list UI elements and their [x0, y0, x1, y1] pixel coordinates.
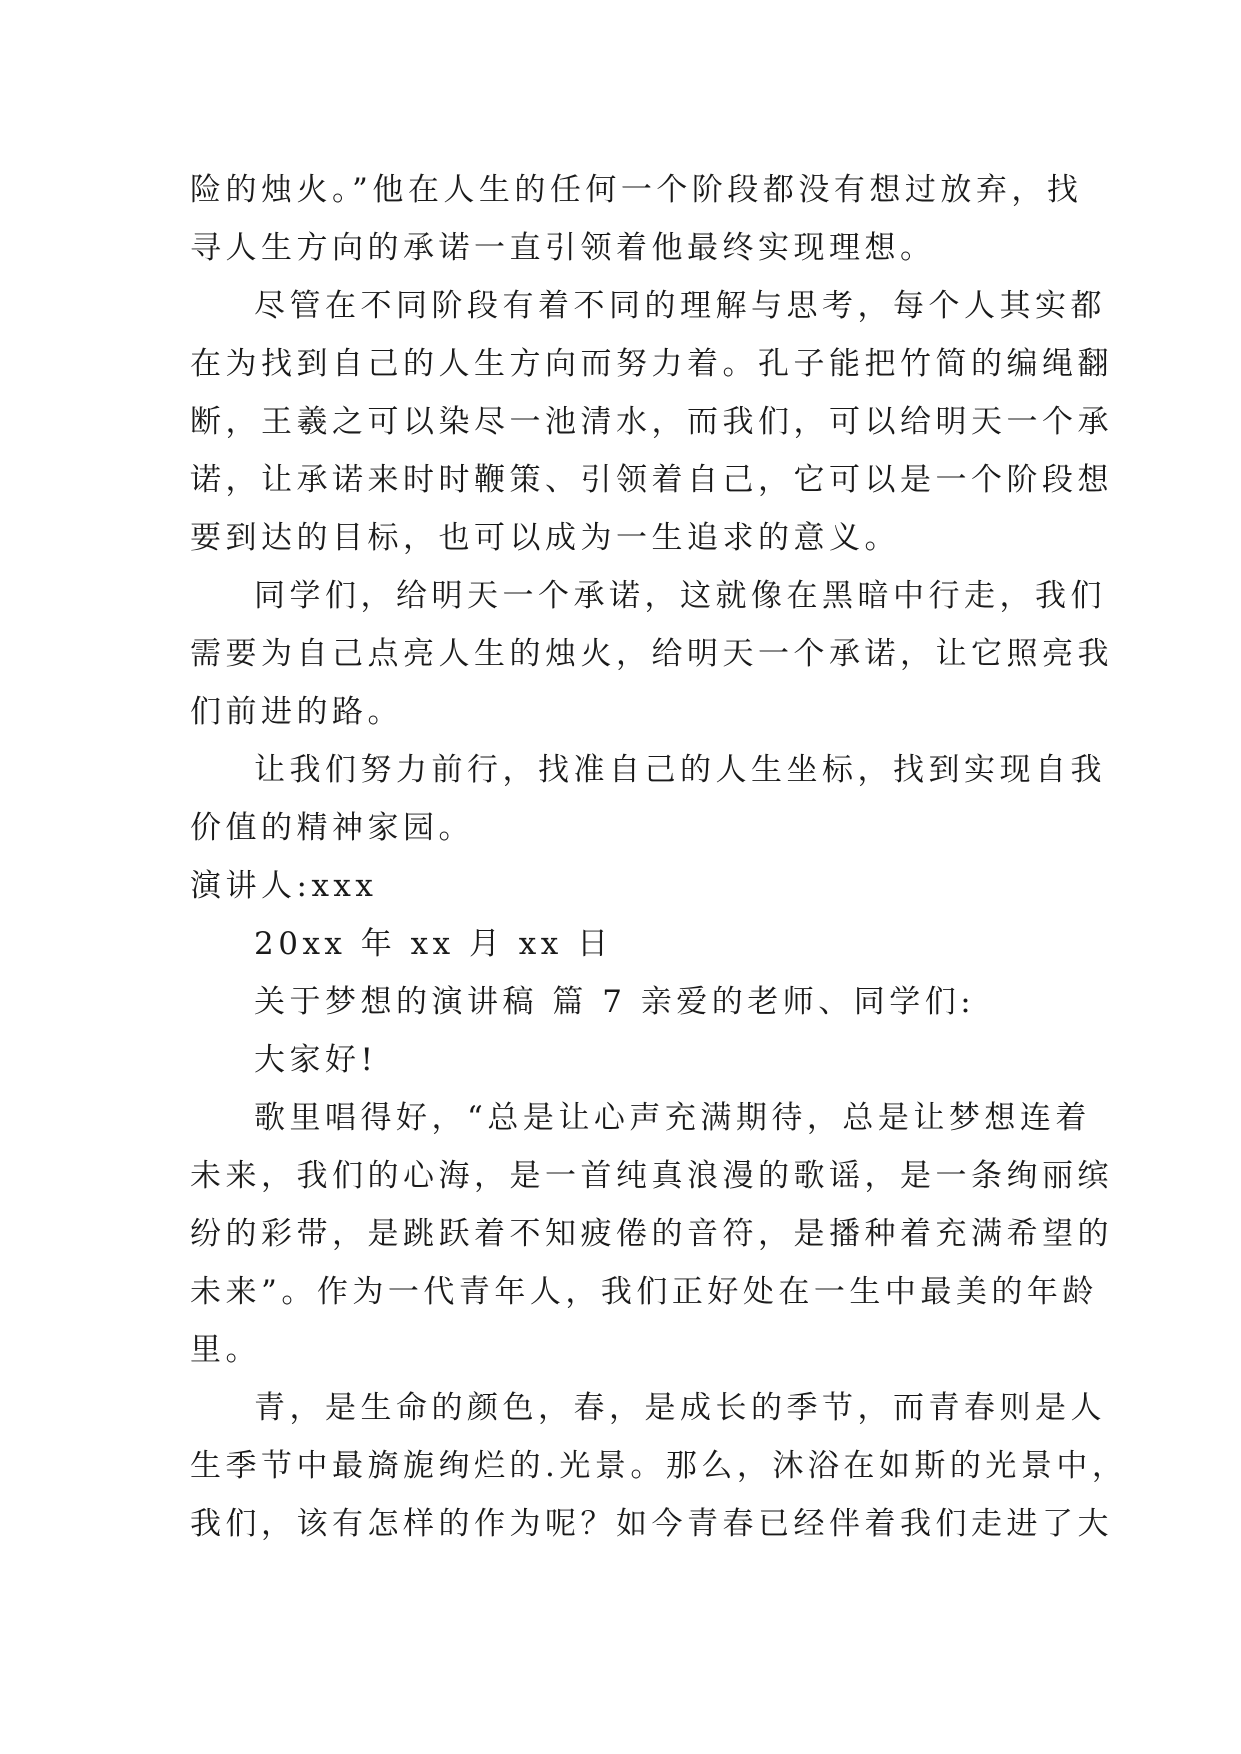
paragraph-start-line: 歌里唱得好，“总是让心声充满期待，总是让梦想连着 [254, 1100, 1091, 1136]
text-line: 我们，该有怎样的作为呢？如今青春已经伴着我们走进了大 [190, 1506, 1113, 1542]
text-line: 险的烛火。”他在人生的任何一个阶段都没有想过放弃，找 [190, 172, 1083, 208]
date-line: 20xx 年 xx 月 xx 日 [254, 926, 613, 962]
text-line: 诺，让承诺来时时鞭策、引领着自己，它可以是一个阶段想 [190, 462, 1113, 498]
paragraph-start-line: 青，是生命的颜色，春，是成长的季节，而青春则是人 [254, 1390, 1106, 1426]
text-line: 们前进的路。 [190, 694, 403, 730]
text-line: 需要为自己点亮人生的烛火，给明天一个承诺，让它照亮我 [190, 636, 1113, 672]
section-heading: 关于梦想的演讲稿 篇 7 亲爱的老师、同学们: [254, 984, 976, 1020]
text-line: 寻人生方向的承诺一直引领着他最终实现理想。 [190, 230, 936, 266]
text-line: 纷的彩带，是跳跃着不知疲倦的音符，是播种着充满希望的 [190, 1216, 1113, 1252]
text-line: 未来，我们的心海，是一首纯真浪漫的歌谣，是一条绚丽缤 [190, 1158, 1113, 1194]
text-line: 价值的精神家园。 [190, 810, 474, 846]
greeting-line: 大家好! [254, 1042, 378, 1078]
text-line: 未来”。作为一代青年人，我们正好处在一生中最美的年龄 [190, 1274, 1098, 1310]
paragraph-start-line: 同学们，给明天一个承诺，这就像在黑暗中行走，我们 [254, 578, 1106, 614]
paragraph-start-line: 尽管在不同阶段有着不同的理解与思考，每个人其实都 [254, 288, 1106, 324]
text-line: 里。 [190, 1332, 261, 1368]
text-line: 断，王羲之可以染尽一池清水，而我们，可以给明天一个承 [190, 404, 1113, 440]
text-line: 要到达的目标，也可以成为一生追求的意义。 [190, 520, 900, 556]
text-line: 生季节中最旖旎绚烂的.光景。那么，沐浴在如斯的光景中， [190, 1448, 1128, 1484]
paragraph-start-line: 让我们努力前行，找准自己的人生坐标，找到实现自我 [254, 752, 1106, 788]
speaker-line: 演讲人:xxx [190, 868, 378, 904]
text-line: 在为找到自己的人生方向而努力着。孔子能把竹简的编绳翻 [190, 346, 1113, 382]
